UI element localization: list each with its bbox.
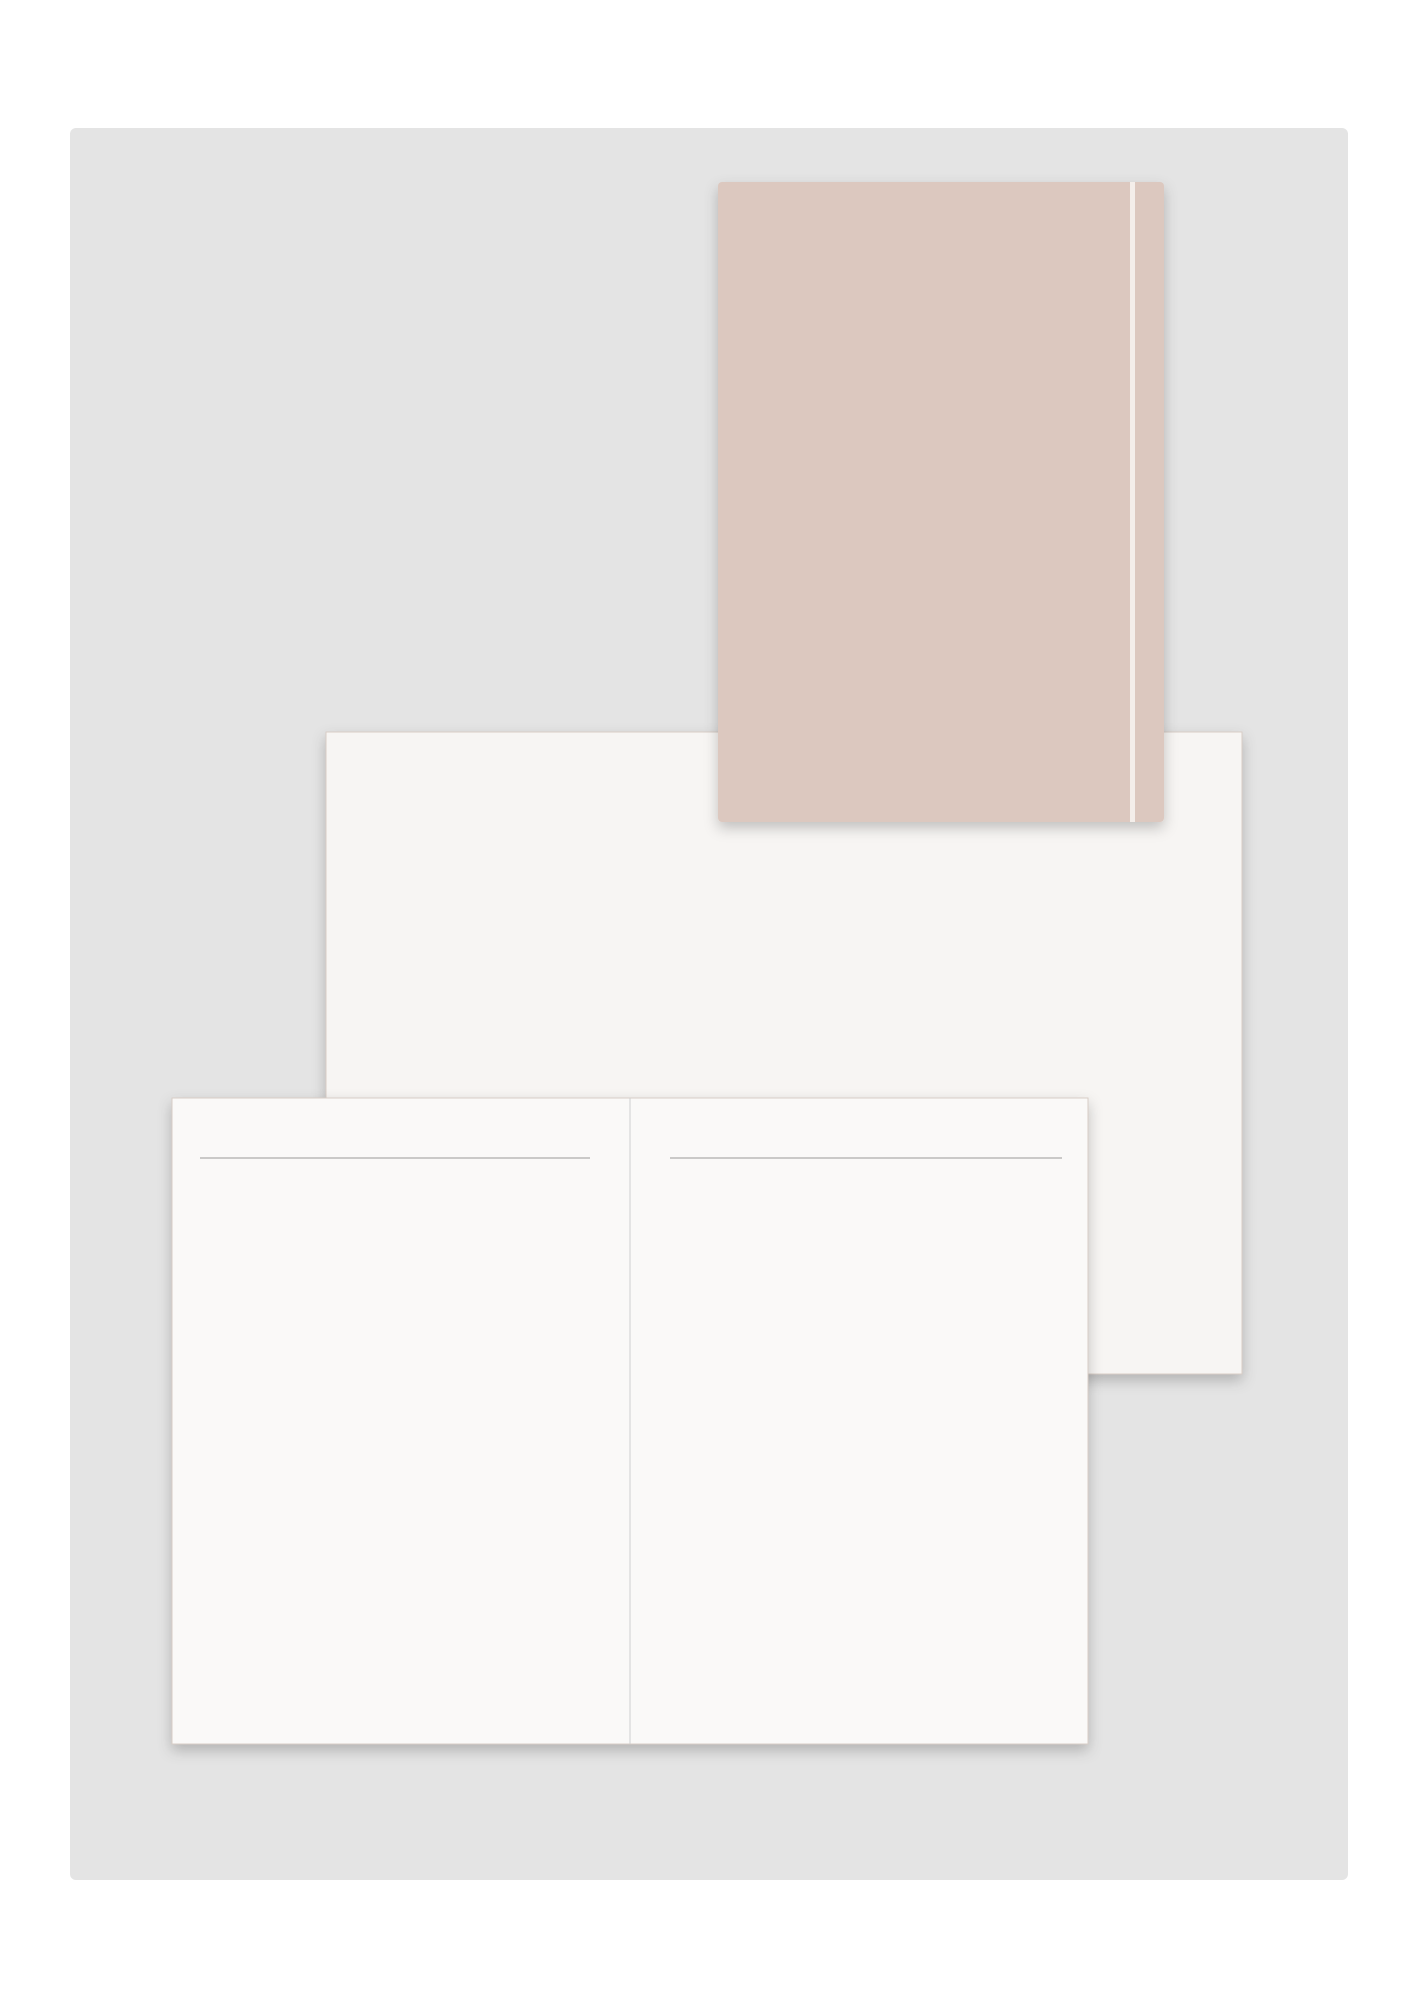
elastic-band: [1130, 182, 1135, 822]
cover-board: [718, 182, 1164, 822]
footer-contact: [0, 1934, 1414, 1965]
planner-cover: [718, 182, 1164, 822]
weekly-spread: [172, 1098, 1088, 1744]
